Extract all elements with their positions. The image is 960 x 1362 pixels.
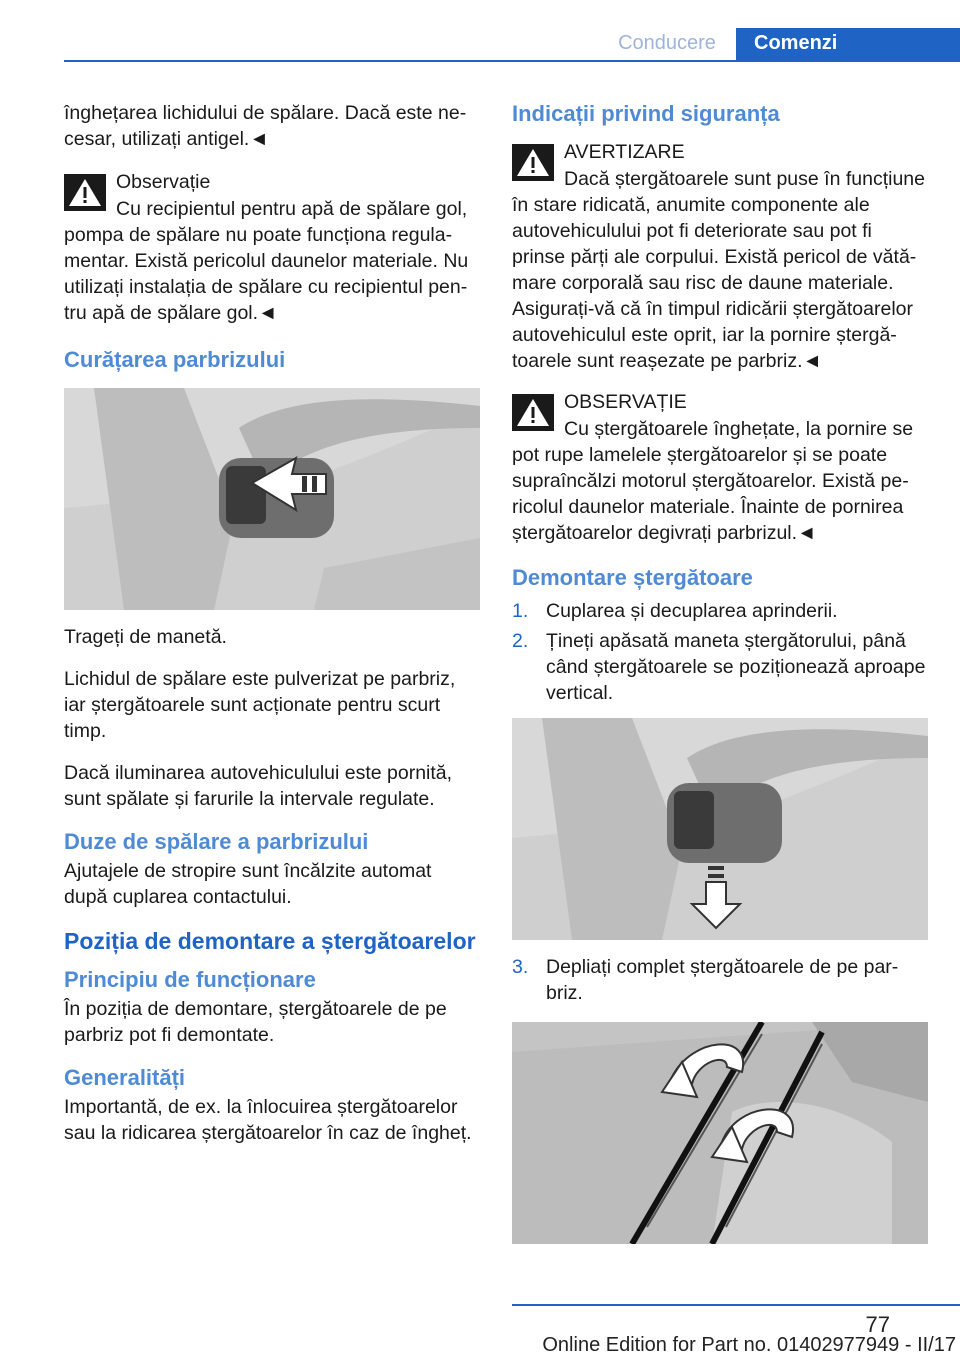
step-item: [512, 598, 928, 624]
step-item: [512, 954, 928, 1006]
step-text: Țineți apăsată maneta ștergătorului, până când ștergătoarele se poziționează aproape vertical.: [546, 630, 926, 704]
step-number: 3.: [512, 956, 529, 978]
nozzles-text: Ajutajele de stropire sunt încălzite automat după cuplarea contactului.: [64, 860, 432, 908]
heading-service-position: Poziția de demontare a ștergătoarelor: [64, 928, 476, 954]
step-text: Depliați complet ștergătoarele de pe parbriz.: [546, 956, 899, 1004]
heading-clean-windshield: Curățarea parbrizului: [64, 347, 286, 372]
general-text: Importantă, de ex. la înlocuirea ștergătoarelor sau la ridicarea ștergătoarelor în caz de îngheț.: [64, 1096, 472, 1144]
notice-text: Cu ștergătoarele înghețate, la pornire se pot rupe lamelele ștergătoarelor și se poate supraîncălzi motorul ștergătoarelor. Există pericolul daunelor materiale. Înainte de pornirea ștergătoarelor degivrați parbrizul.◄: [512, 418, 914, 544]
warning-triangle-icon: [64, 174, 106, 211]
heading-principle: Principiu de funcționare: [64, 967, 316, 992]
warning-triangle-icon: [512, 144, 554, 181]
left-column: [64, 100, 480, 1162]
steps-list-a: [512, 598, 928, 706]
pull-lever-text: Trageți de manetă.: [64, 626, 227, 648]
footer-rule: [512, 1304, 960, 1306]
notice-block: [512, 388, 928, 546]
right-column: [512, 100, 928, 1258]
edition-text: Online Edition for Part no. 01402977949 - II/17: [542, 1334, 956, 1356]
warning-title: AVERTIZARE: [564, 141, 685, 163]
figure-wiper-lever-pull: [64, 388, 480, 610]
figure-wiper-lever-push: [512, 718, 928, 940]
tab-chapter[interactable]: Comenzi: [736, 28, 960, 62]
step-text: Cuplarea și decuplarea aprinderii.: [546, 600, 838, 622]
notice-title: OBSERVAȚIE: [564, 391, 687, 413]
heading-remove-wipers: Demontare ștergătoare: [512, 565, 753, 590]
tab-section[interactable]: Conducere: [618, 32, 716, 54]
page-number: 77: [865, 1312, 890, 1337]
figure-wipers-raised: [512, 1022, 928, 1244]
note-title: Observație: [116, 171, 211, 193]
heading-general: Generalități: [64, 1065, 186, 1090]
note-text: Cu recipientul pentru apă de spălare gol, pompa de spălare nu poate funcționa regulamentar. Există pericolul daunelor materiale. Nu utilizați instalația de spălare cu recipientul pentru apă de spălare gol.◄: [64, 198, 469, 324]
intro-text: înghețarea lichidului de spălare. Dacă este necesar, utilizați antigel.◄: [64, 102, 467, 150]
steps-list-b: [512, 954, 928, 1006]
step-number: 1.: [512, 600, 529, 622]
heading-safety: Indicații privind siguranța: [512, 101, 780, 126]
heading-nozzles: Duze de spălare a parbrizului: [64, 829, 369, 854]
note-block: [64, 168, 480, 326]
step-number: 2.: [512, 630, 529, 652]
header-rule: [64, 60, 960, 62]
warning-text: Dacă ștergătoarele sunt puse în funcțiune în stare ridicată, anumite componente ale autovehiculului pot fi deteriorate sau pot fi prinse părți ale corpului. Există pericol de vătămare corporală sau risc de daune materiale. Asigurați-vă că în timpul ridicării ștergătoarelor autovehiculul este oprit, iar la pornire ștergătoarele sunt reașezate pe parbriz.◄: [512, 168, 925, 372]
warning-triangle-icon: [512, 394, 554, 431]
spray-text: Lichidul de spălare este pulverizat pe parbriz, iar ștergătoarele sunt acționate pentru scurt timp.: [64, 668, 456, 742]
warning-block: [512, 138, 928, 374]
step-item: [512, 628, 928, 706]
page-footer: [0, 1282, 960, 1362]
lights-text: Dacă iluminarea autovehiculului este pornită, sunt spălate și farurile la intervale regulate.: [64, 762, 453, 810]
principle-text: În poziția de demontare, ștergătoarele de pe parbriz pot fi demontate.: [64, 998, 447, 1046]
page-header: [0, 0, 960, 62]
